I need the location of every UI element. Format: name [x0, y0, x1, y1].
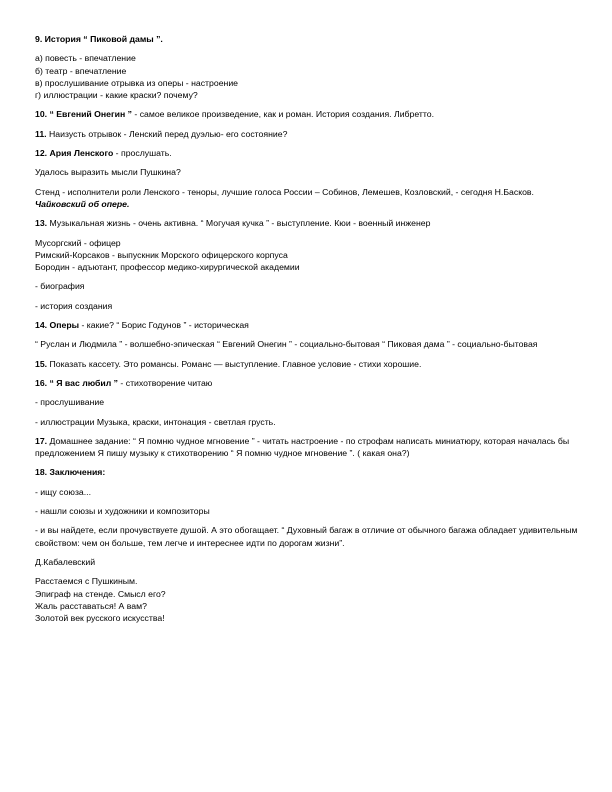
section-14-lead: 14. Оперы [35, 320, 80, 331]
section-18-line-2: - нашли союзы и художники и композиторы [35, 506, 210, 517]
section-14-line-2: “ Руслан и Людмила ” - волшебно-эпическая “ Евгений Онегин ” - социально-бытовая “ Пиковая дама ” - социально-бытовая [35, 339, 538, 350]
section-9-item-a: а) повесть - впечатление [35, 53, 136, 64]
section-13-bio: - биография [35, 281, 85, 292]
section-16 [35, 377, 580, 389]
section-15 [35, 358, 580, 370]
section-18-author: Д.Кабалевский [35, 556, 96, 567]
section-13-text: Музыкальная жизнь - очень активна. “ Могучая кучка ” - выступление. Кюи - военный инженер [47, 218, 431, 229]
section-13 [35, 217, 580, 229]
section-11-lead: 11. [35, 128, 47, 139]
section-16-line-2: - иллюстрации Музыка, краски, интонация - светлая грусть. [35, 416, 276, 427]
section-12-stand [35, 186, 580, 211]
section-18-quote: - и вы найдете, если прочувствуете душой. А это обогащает. “ Духовный багаж в отличие от обычного багажа обладает удивительным свойством: чем он больше, тем легче и интереснее идти по дорогам жизни”. [35, 525, 578, 548]
section-9-item-b: б) театр - впечатление [35, 65, 127, 76]
section-10-lead: 10. “ Евгений Онегин ” [35, 109, 132, 120]
section-17-text: Домашнее задание: “ Я помню чудное мгновение ” - читать настроение - по строфам написать миниатюру, которая началась бы предложением Я пишу музыку к стихотворению “ Я помню чудное мгновение ”. ( какая она?) [35, 435, 570, 459]
section-13-list [35, 237, 580, 274]
section-9-item-d: г) иллюстрации - какие краски? почему? [35, 90, 198, 101]
section-10-text: - самое великое произведение, как и роман. История создания. Либретто. [131, 109, 435, 120]
section-14 [35, 319, 580, 331]
section-13-line-3: Бородин - адъютант, профессор медико-хирургической академии [35, 262, 300, 273]
section-14-text: - какие? “ Борис Годунов ” - историческая [79, 320, 249, 331]
section-12-question: Удалось выразить мысли Пушкина? [35, 167, 181, 178]
section-12-text: - прослушать. [113, 148, 172, 159]
section-9-item-c: в) прослушивание отрывка из оперы - настроение [35, 77, 239, 88]
section-16-lead: 16. “ Я вас любил ” [35, 377, 119, 388]
section-15-text: Показать кассету. Это романсы. Романс — выступление. Главное условие - стихи хорошие. [47, 358, 422, 369]
closing-line-4: Золотой век русского искусства! [35, 613, 165, 624]
section-11 [35, 128, 580, 140]
section-13-history: - история создания [35, 300, 113, 311]
section-17 [35, 435, 580, 460]
section-12 [35, 147, 580, 159]
section-12-stand-text: Стенд - исполнители роли Ленского - теноры, лучшие голоса России – Собинов, Лемешев, Козловский, - сегодня Н.Басков. [35, 186, 534, 197]
section-12-stand-bold: Чайковский об опере. [35, 198, 130, 209]
section-13-line-2: Римский-Корсаков - выпускник Морского офицерского корпуса [35, 249, 288, 260]
section-9-list [35, 52, 580, 101]
closing-line-2: Эпиграф на стенде. Смысл его? [35, 588, 166, 599]
section-11-text: Наизусть отрывок - Ленский перед дуэлью- его состояние? [46, 128, 288, 139]
section-17-lead: 17. [35, 435, 48, 446]
section-13-line-1: Мусоргский - офицер [35, 237, 121, 248]
section-16-line-1: - прослушивание [35, 397, 105, 408]
document-page [35, 33, 580, 631]
section-10 [35, 108, 580, 120]
section-13-lead: 13. [35, 218, 48, 229]
closing-line-3: Жаль расставаться! А вам? [35, 600, 147, 611]
section-16-text: - стихотворение читаю [118, 377, 213, 388]
section-12-lead: 12. Ария Ленского [35, 148, 114, 159]
section-15-lead: 15. [35, 358, 48, 369]
section-9-title: 9. История “ Пиковой дамы ”. [35, 34, 163, 44]
closing-block [35, 575, 580, 624]
section-18-line-1: - ищу союза... [35, 486, 92, 497]
closing-line-1: Расстаемся с Пушкиным. [35, 576, 138, 587]
section-18-title: 18. Заключения: [35, 467, 106, 478]
